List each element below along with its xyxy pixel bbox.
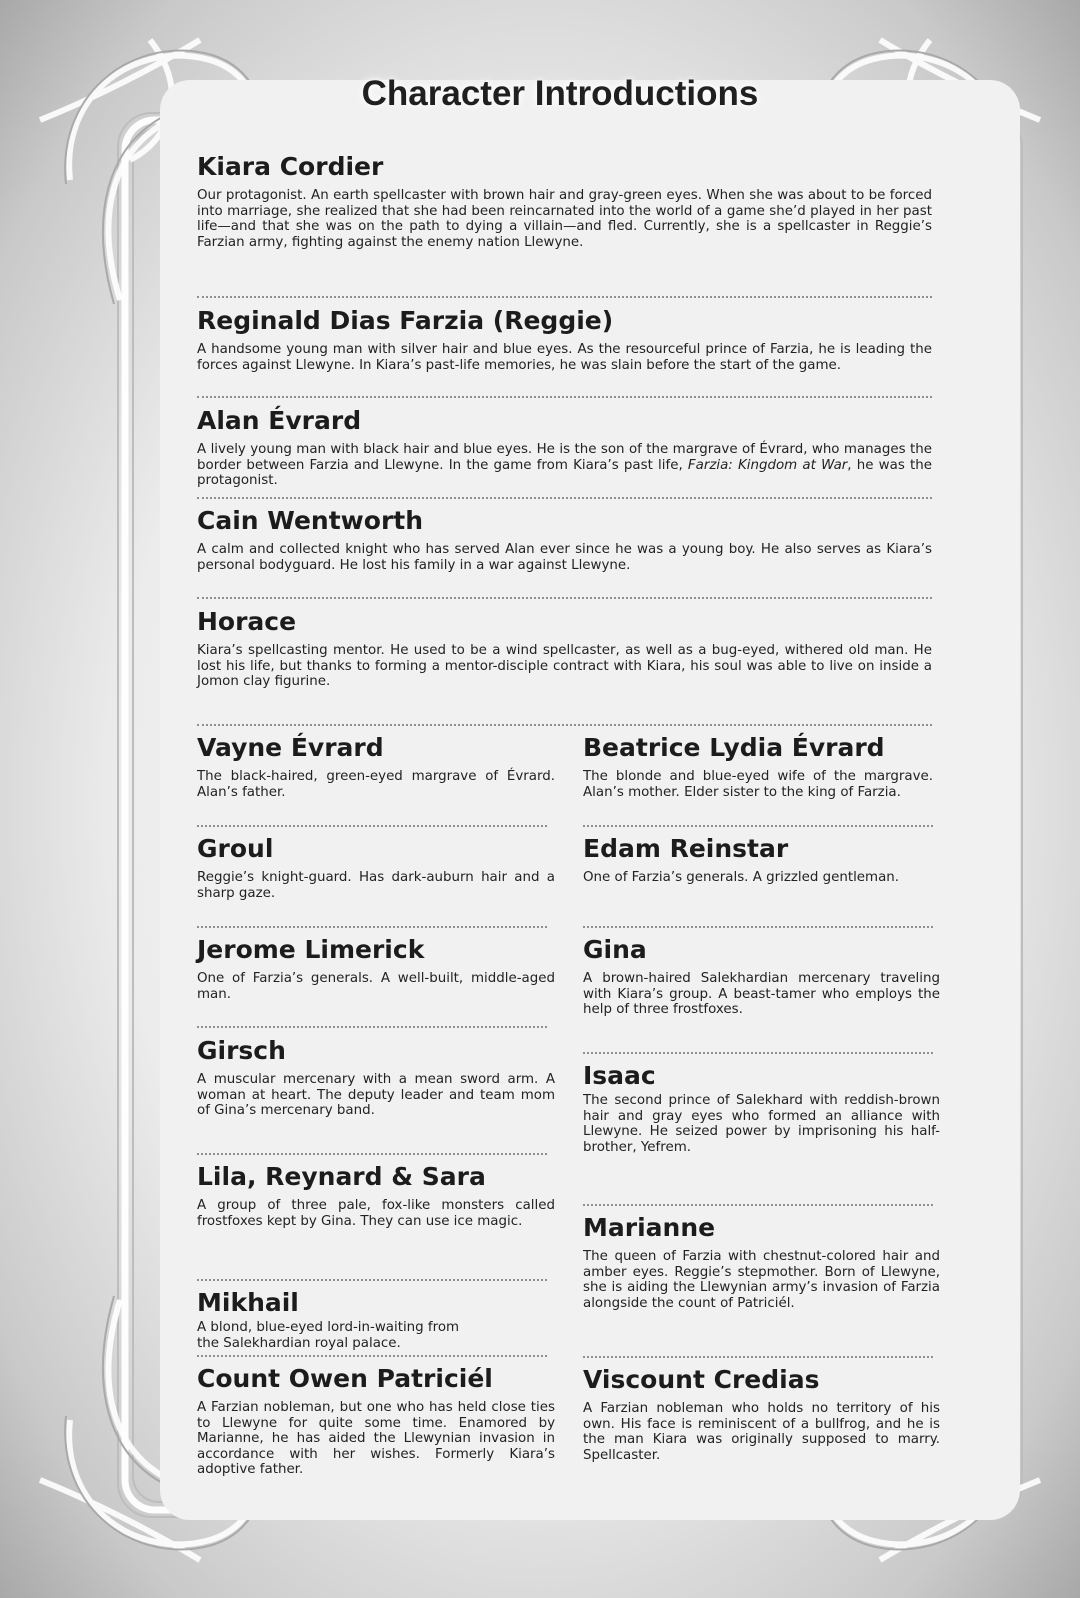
divider — [197, 296, 932, 298]
character-description: Our protagonist. An earth spellcaster with brown hair and gray-green eyes. When she was about to be forced into marriage, she realized that she had been reincarnated into the world of a game she’d played in her past life—and that she was on the path to dying a villain—and fled. Currently, she is a spellcaster in Reggie’s Farzian army, fighting against the enemy nation Llewyne. — [197, 188, 932, 250]
character-name: Reginald Dias Farzia (Reggie) — [197, 306, 614, 335]
divider — [197, 1153, 547, 1155]
character-name: Beatrice Lydia Évrard — [583, 733, 885, 762]
character-entry-cain — [197, 506, 932, 573]
character-entry-jerome — [197, 935, 555, 1002]
character-name: Viscount Credias — [583, 1365, 820, 1394]
divider — [583, 1356, 933, 1358]
character-description: A Farzian nobleman, but one who has held close ties to Llewyne for quite some time. Enamored by Marianne, he has aided the Llewynian invasion in accordance with her wishes. Formerly Kiara’s adoptive father. — [197, 1400, 555, 1478]
description-text: A lively young man with black hair and blue eyes. He is the son of the margrave of Évrard, who manages the border between Farzia and Llewyne. In the game from Kiara’s past life, — [197, 442, 932, 473]
character-entry-reggie — [197, 306, 932, 373]
character-entry-edam — [583, 834, 933, 886]
divider — [197, 926, 547, 928]
character-entry-vayne — [197, 733, 555, 800]
character-name: Cain Wentworth — [197, 506, 424, 535]
divider — [583, 825, 933, 827]
character-description: A Farzian nobleman who holds no territory of his own. His face is reminiscent of a bullfrog, and he is the man Kiara was originally supposed to marry. Spellcaster. — [583, 1401, 940, 1463]
page-title: Character Introductions — [361, 74, 759, 113]
character-name: Vayne Évrard — [197, 733, 384, 762]
divider — [197, 1279, 547, 1281]
character-description: Kiara’s spellcasting mentor. He used to be a wind spellcaster, as well as a bug-eyed, withered old man. He lost his life, but thanks to forming a mentor-disciple contract with Kiara, his soul was able to live on inside a Jomon clay figurine. — [197, 643, 932, 690]
character-name: Gina — [583, 935, 647, 964]
divider — [197, 1026, 547, 1028]
character-entry-kiara — [197, 152, 932, 250]
divider — [583, 1052, 933, 1054]
character-entry-isaac — [583, 1061, 940, 1155]
character-description: The queen of Farzia with chestnut-colored hair and amber eyes. Reggie’s stepmother. Born of Llewyne, she is aiding the Llewynian army’s invasion of Farzia alongside the count of Patriciél. — [583, 1249, 940, 1311]
character-entry-alan — [197, 406, 932, 489]
character-entry-horace — [197, 607, 932, 690]
character-name: Count Owen Patriciél — [197, 1364, 493, 1393]
character-name: Jerome Limerick — [197, 935, 425, 964]
character-name: Edam Reinstar — [583, 834, 789, 863]
character-name: Marianne — [583, 1213, 716, 1242]
divider — [583, 1204, 933, 1206]
character-description: The second prince of Salekhard with reddish-brown hair and gray eyes who formed an alliance with Llewyne. He seized power by imprisoning his half-brother, Yefrem. — [583, 1093, 940, 1155]
character-name: Kiara Cordier — [197, 152, 384, 181]
divider — [197, 825, 547, 827]
character-entry-beatrice — [583, 733, 933, 800]
character-description: A blond, blue-eyed lord-in-waiting from the Salekhardian royal palace. — [197, 1320, 460, 1351]
character-description: A brown-haired Salekhardian mercenary traveling with Kiara’s group. A beast-tamer who employs the help of three frostfoxes. — [583, 971, 940, 1018]
divider — [197, 597, 932, 599]
character-description: The blonde and blue-eyed wife of the margrave. Alan’s mother. Elder sister to the king of Farzia. — [583, 769, 933, 800]
character-description: A handsome young man with silver hair and blue eyes. As the resourceful prince of Farzia, he is leading the forces against Llewyne. In Kiara’s past-life memories, he was slain before the start of the game. — [197, 342, 932, 373]
character-description — [197, 442, 932, 489]
character-entry-girsch — [197, 1036, 555, 1119]
character-name: Girsch — [197, 1036, 286, 1065]
divider — [197, 724, 932, 726]
character-description: A group of three pale, fox-like monsters called frostfoxes kept by Gina. They can use ice magic. — [197, 1198, 555, 1229]
character-description: A calm and collected knight who has served Alan ever since he was a young boy. He also serves as Kiara’s personal bodyguard. He lost his family in a war against Llewyne. — [197, 542, 932, 573]
character-entry-groul — [197, 834, 555, 901]
description-text: , he was the protagonist. — [197, 457, 932, 489]
character-name: Alan Évrard — [197, 406, 362, 435]
character-name: Lila, Reynard & Sara — [197, 1162, 486, 1191]
character-entry-lila-reynard-sara — [197, 1162, 555, 1229]
character-entry-mikhail — [197, 1288, 467, 1351]
character-description: A muscular mercenary with a mean sword arm. A woman at heart. The deputy leader and team mom of Gina’s mercenary band. — [197, 1072, 555, 1119]
character-description: The black-haired, green-eyed margrave of Évrard. Alan’s father. — [197, 769, 555, 800]
character-name: Horace — [197, 607, 297, 636]
divider — [197, 497, 932, 499]
character-entry-marianne — [583, 1213, 940, 1311]
character-entry-viscount-credias — [583, 1365, 940, 1463]
character-description: Reggie’s knight-guard. Has dark-auburn hair and a sharp gaze. — [197, 870, 555, 901]
divider — [583, 926, 933, 928]
divider — [197, 1355, 547, 1357]
character-name: Isaac — [583, 1061, 656, 1090]
character-description: One of Farzia’s generals. A well-built, middle-aged man. — [197, 971, 555, 1002]
character-description: One of Farzia’s generals. A grizzled gentleman. — [583, 870, 900, 885]
character-entry-gina — [583, 935, 940, 1018]
character-name: Mikhail — [197, 1288, 299, 1317]
character-name: Groul — [197, 834, 274, 863]
character-entry-count-owen — [197, 1364, 555, 1478]
divider — [197, 396, 932, 398]
game-title-italic: Farzia: Kingdom at War — [687, 457, 848, 473]
